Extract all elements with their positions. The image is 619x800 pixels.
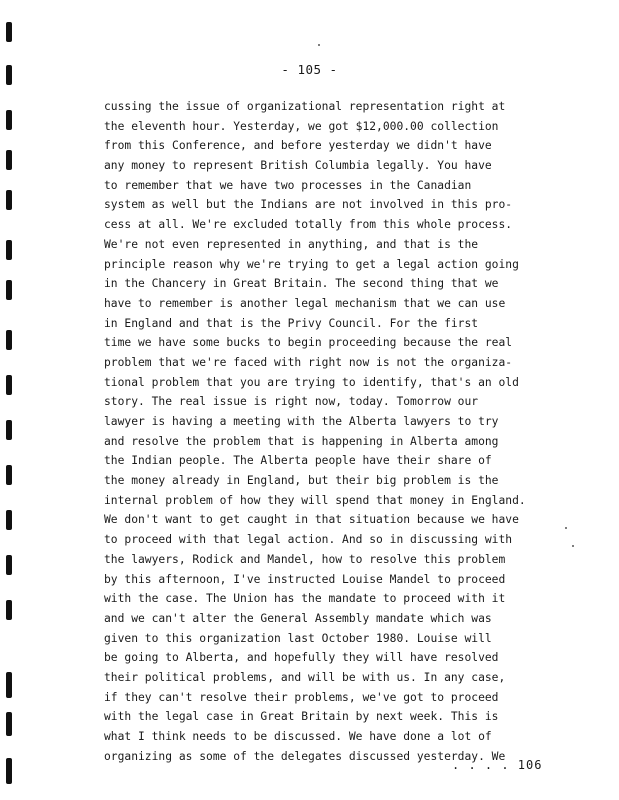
binding-hole bbox=[6, 510, 12, 530]
text-line: with the case. The Union has the mandate to proceed with it bbox=[104, 592, 506, 606]
binding-hole bbox=[6, 758, 12, 784]
text-line: have to remember is another legal mechanism that we can use bbox=[104, 296, 506, 310]
binding-hole bbox=[6, 420, 12, 440]
text-line: to remember that we have two processes in the Canadian bbox=[104, 178, 472, 192]
binding-hole bbox=[6, 190, 12, 210]
text-line: the lawyers, Rodick and Mandel, how to resolve this problem bbox=[104, 552, 506, 566]
continuation-marker: . . . . 106 bbox=[452, 758, 543, 772]
text-line: if they can't resolve their problems, we've got to proceed bbox=[104, 690, 499, 704]
text-line: the eleventh hour. Yesterday, we got $12,000.00 collection bbox=[104, 119, 499, 133]
text-line: and resolve the problem that is happening in Alberta among bbox=[104, 434, 499, 448]
text-line: be going to Alberta, and hopefully they will have resolved bbox=[104, 651, 499, 665]
text-line: internal problem of how they will spend that money in England. bbox=[104, 493, 526, 507]
text-line: the Indian people. The Alberta people have their share of bbox=[104, 454, 492, 468]
text-line: organizing as some of the delegates discussed yesterday. We bbox=[104, 749, 506, 763]
text-line: problem that we're faced with right now is not the organiza- bbox=[104, 355, 513, 369]
binding-hole bbox=[6, 672, 12, 698]
binding-hole bbox=[6, 280, 12, 300]
scan-speck bbox=[318, 44, 320, 46]
text-line: story. The real issue is right now, today. Tomorrow our bbox=[104, 395, 479, 409]
text-line: cess at all. We're excluded totally from this whole process. bbox=[104, 218, 513, 232]
binding-hole bbox=[6, 330, 12, 350]
page-number: - 105 - bbox=[281, 62, 338, 77]
text-line: by this afternoon, I've instructed Louise Mandel to proceed bbox=[104, 572, 506, 586]
binding-hole bbox=[6, 465, 12, 485]
binding-hole bbox=[6, 150, 12, 170]
text-line: We don't want to get caught in that situation because we have bbox=[104, 513, 519, 527]
text-line: time we have some bucks to begin proceeding because the real bbox=[104, 336, 513, 350]
text-line: given to this organization last October 1980. Louise will bbox=[104, 631, 492, 645]
binding-hole bbox=[6, 22, 12, 42]
binding-hole bbox=[6, 600, 12, 620]
text-line: tional problem that you are trying to identify, that's an old bbox=[104, 375, 519, 389]
text-line: lawyer is having a meeting with the Alberta lawyers to try bbox=[104, 415, 499, 428]
text-line: from this Conference, and before yesterday we didn't have bbox=[104, 139, 492, 153]
binding-hole bbox=[6, 110, 12, 130]
binding-holes bbox=[3, 0, 15, 800]
text-line: We're not even represented in anything, and that is the bbox=[104, 237, 479, 251]
text-line: their political problems, and will be with us. In any case, bbox=[104, 670, 506, 684]
text-line: with the legal case in Great Britain by next week. This is bbox=[104, 710, 499, 724]
text-line: to proceed with that legal action. And so in discussing with bbox=[104, 533, 513, 547]
binding-hole bbox=[6, 375, 12, 395]
text-line: the money already in England, but their big problem is the bbox=[104, 474, 499, 488]
text-line: in the Chancery in Great Britain. The second thing that we bbox=[104, 277, 499, 291]
binding-hole bbox=[6, 712, 12, 736]
binding-hole bbox=[6, 240, 12, 260]
text-line: and we can't alter the General Assembly mandate which was bbox=[104, 611, 492, 625]
transcript-body bbox=[104, 97, 604, 766]
text-line: in England and that is the Privy Council. For the first bbox=[104, 316, 479, 330]
text-line: what I think needs to be discussed. We have done a lot of bbox=[104, 730, 492, 743]
text-line: any money to represent British Columbia legally. You have bbox=[104, 159, 492, 173]
binding-hole bbox=[6, 555, 12, 575]
text-line: cussing the issue of organizational representation right at bbox=[104, 100, 506, 113]
text-line: system as well but the Indians are not involved in this pro- bbox=[104, 198, 513, 212]
text-line: principle reason why we're trying to get a legal action going bbox=[104, 257, 519, 271]
